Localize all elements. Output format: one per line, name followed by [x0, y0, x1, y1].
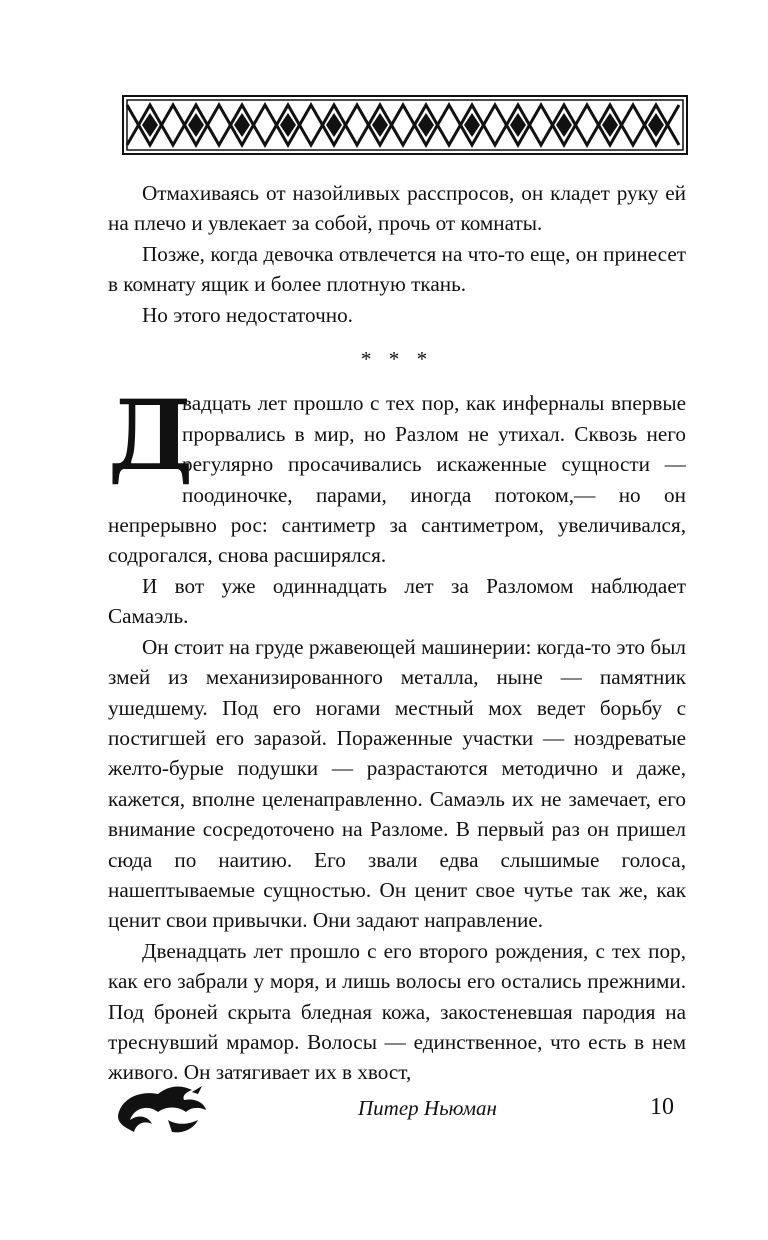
celtic-knot-border-icon — [122, 95, 688, 155]
paragraph-with-dropcap — [108, 379, 686, 570]
paragraph: Двенадцать лет прошло с его второго рождения, с тех пор, как его забрали у моря, и лишь волосы его остались прежними. Под броней скрыта бледная кожа, закостеневшая пародия на треснувший мрамор. Волосы — единственное, что есть в нем живого. Он затягивает их в хвост, — [108, 938, 686, 1085]
drop-cap: Д — [108, 379, 194, 493]
page-number: 10 — [650, 1094, 674, 1120]
paragraph: Отмахиваясь от назойливых расспросов, он кладет руку ей на плечо и увлекает за собой, прочь от комнаты. — [108, 181, 686, 236]
paragraph: И вот уже одиннадцать лет за Разломом наблюдает Самаэль. — [108, 573, 686, 629]
body-text — [108, 178, 686, 1088]
paragraph: Позже, когда девочка отвлечется на что-то еще, он принесет в комнату ящик и более плотную ткань. — [108, 241, 686, 297]
author-name: Питер Ньюман — [358, 1096, 497, 1120]
dragon-icon — [108, 1080, 218, 1140]
paragraph: Но этого недостаточно. — [142, 302, 353, 327]
paragraph-text: вадцать лет прошло с тех пор, как инферналы впервые прорвались в мир, но Разлом не утихал. Сквозь него регулярно просачивались искаженные сущности — поодиночке, парами, иногда потоком,— но он непрерывно рос: сантиметр за сантиметром, увеличивался, содрогался, снова расширялся. — [108, 391, 686, 568]
section-separator: * * * — [360, 347, 434, 372]
paragraph: Он стоит на груде ржавеющей машинерии: когда-то это был змей из механизированного металла, ныне — памятник ушедшему. Под его ногами местный мох ведет борьбу с постигшей его заразой. Пораженные участки — ноздреватые желто-бурые подушки — разрастаются методично и даже, кажется, вполне целенаправленно. Самаэль их не замечает, его внимание сосредоточено на Разломе. В первый раз он пришел сюда по наитию. Его звали едва слышимые голоса, нашептываемые сущностью. Он ценит свое чутье так же, как ценит свои привычки. Они задают направление. — [108, 634, 686, 933]
